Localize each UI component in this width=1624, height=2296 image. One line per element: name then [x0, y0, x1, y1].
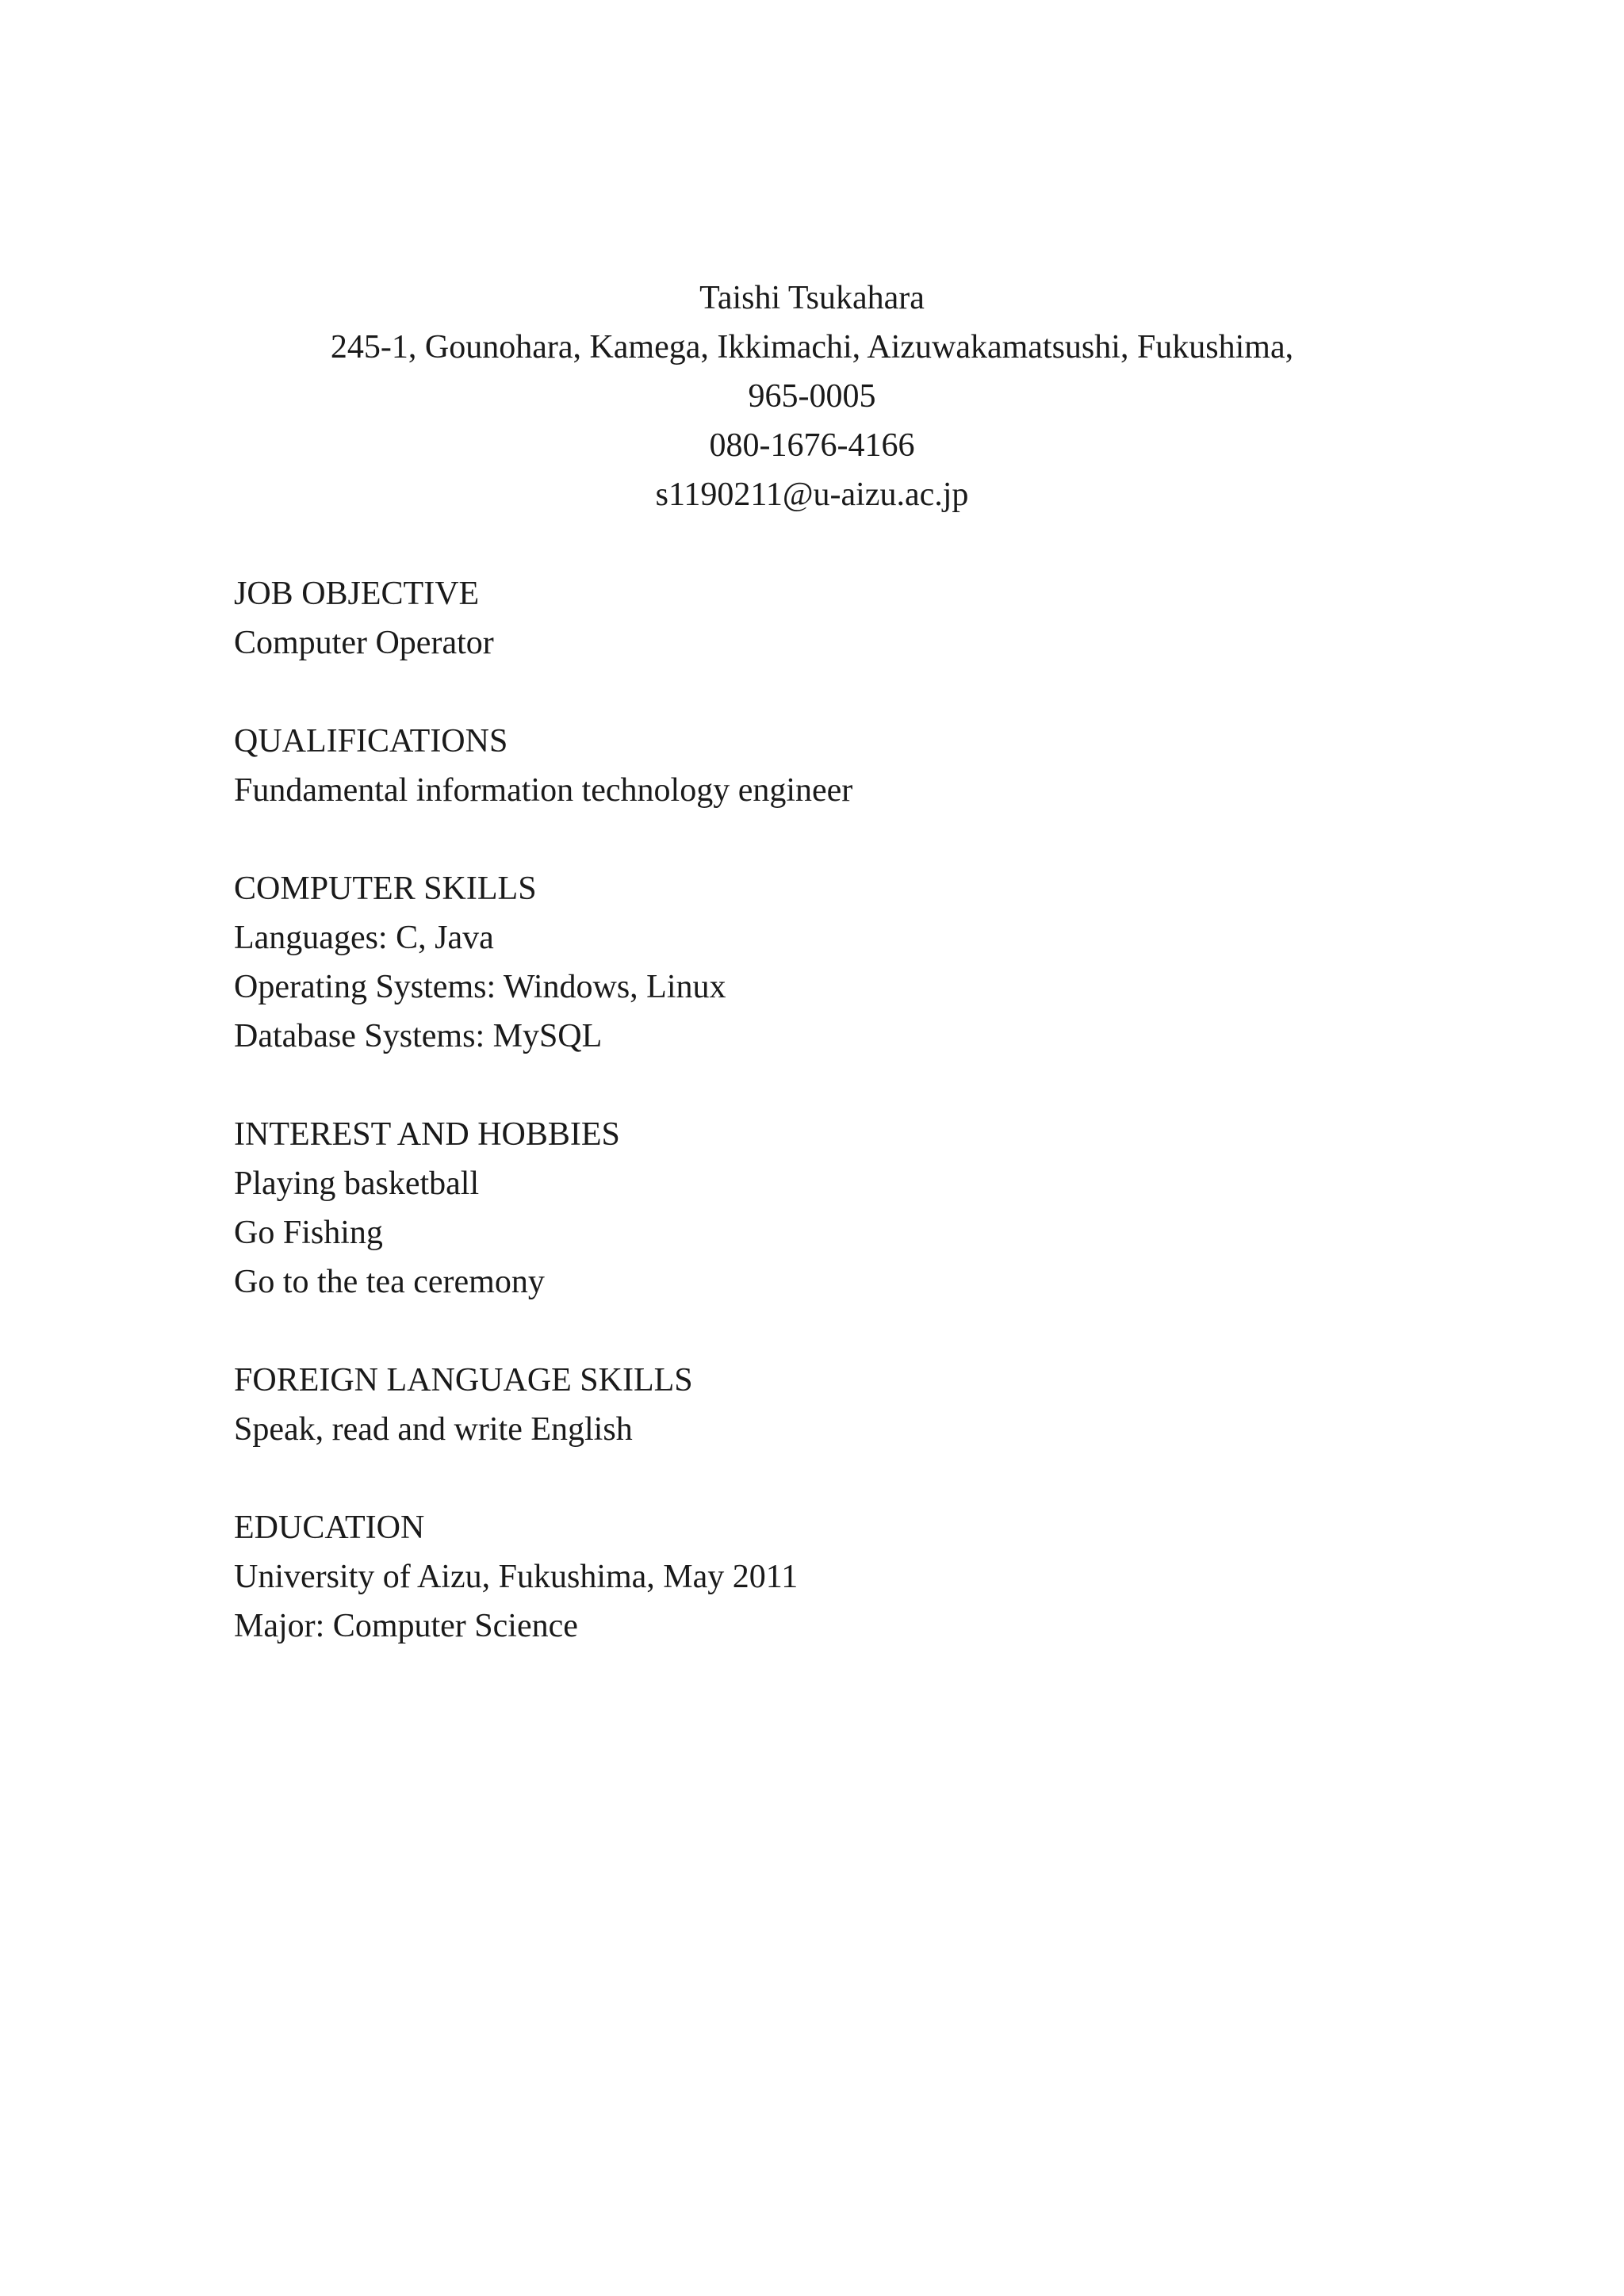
section-job-objective: [234, 569, 1423, 668]
section-heading: JOB OBJECTIVE: [234, 576, 480, 612]
phone-number: 080-1676-4166: [709, 427, 915, 464]
section-foreign-language-skills: [234, 1356, 1423, 1454]
address-line-1: 245-1, Gounohara, Kamega, Ikkimachi, Aizuwakamatsushi, Fukushima,: [330, 329, 1294, 365]
section-item: Major: Computer Science: [234, 1608, 578, 1644]
section-item: Speak, read and write English: [234, 1411, 633, 1448]
section-item: Fundamental information technology engineer: [234, 772, 853, 809]
section-item: Languages: C, Java: [234, 920, 494, 956]
section-computer-skills: [234, 864, 1423, 1061]
applicant-name: Taishi Tsukahara: [699, 280, 925, 316]
section-interest-and-hobbies: [234, 1110, 1423, 1307]
section-heading: COMPUTER SKILLS: [234, 871, 537, 907]
section-item: Operating Systems: Windows, Linux: [234, 969, 726, 1005]
resume-body: [234, 569, 1423, 1700]
email-address: s1190211@u-aizu.ac.jp: [655, 476, 969, 513]
section-heading: QUALIFICATIONS: [234, 723, 508, 760]
section-education: [234, 1503, 1423, 1651]
section-qualifications: [234, 717, 1423, 815]
section-item: Database Systems: MySQL: [234, 1018, 603, 1054]
section-heading: EDUCATION: [234, 1510, 425, 1546]
section-item: University of Aizu, Fukushima, May 2011: [234, 1559, 799, 1595]
section-heading: FOREIGN LANGUAGE SKILLS: [234, 1362, 693, 1399]
contact-header: [0, 274, 1624, 519]
section-item: Go to the tea ceremony: [234, 1264, 545, 1300]
address-line-2: 965-0005: [748, 378, 876, 415]
section-heading: INTEREST AND HOBBIES: [234, 1116, 620, 1153]
section-item: Go Fishing: [234, 1215, 383, 1251]
section-item: Playing basketball: [234, 1165, 480, 1202]
section-item: Computer Operator: [234, 625, 494, 661]
